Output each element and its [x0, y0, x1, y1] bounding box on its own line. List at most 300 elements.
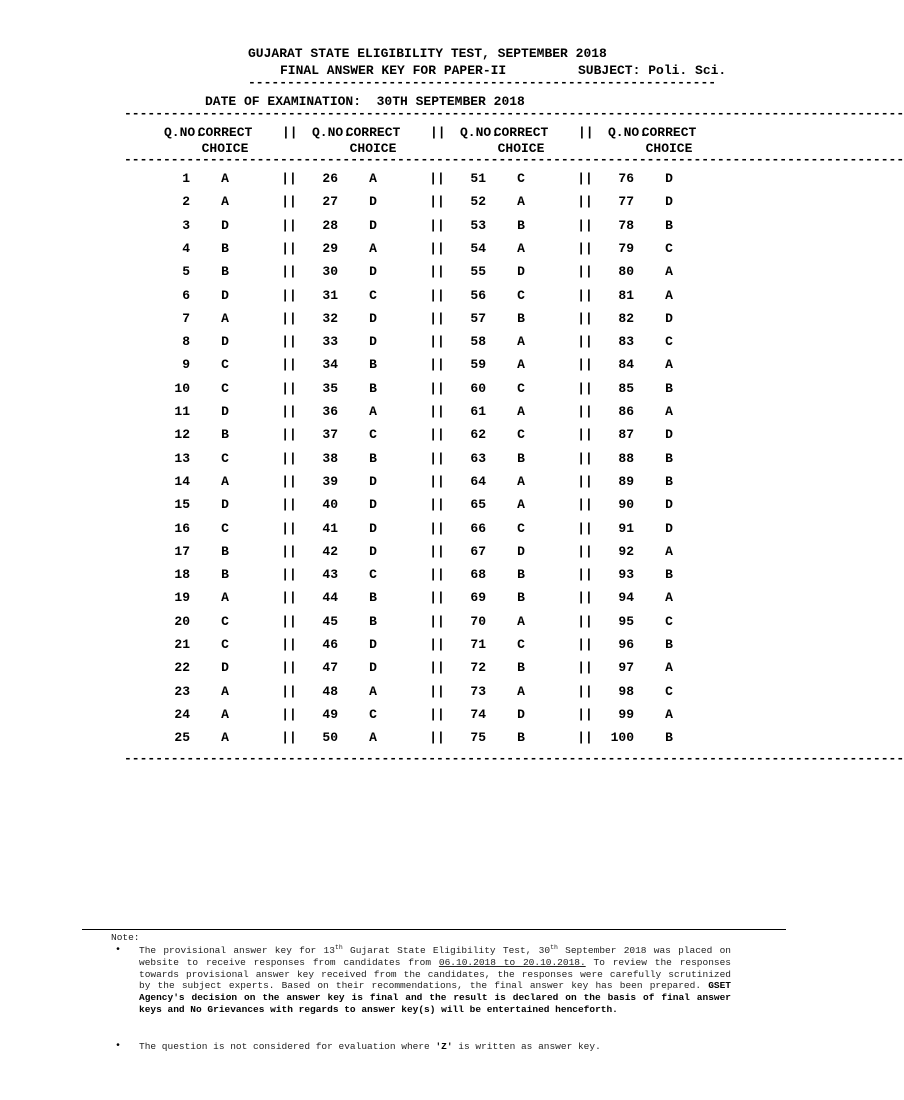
column-separator: ||: [429, 613, 445, 629]
question-number: 58: [470, 334, 486, 350]
question-number: 1: [182, 171, 190, 186]
correct-choice: B: [517, 660, 525, 676]
correct-choice: A: [221, 730, 229, 746]
correct-choice: D: [221, 217, 229, 233]
question-number: 18: [174, 567, 190, 583]
column-separator: ||: [577, 240, 593, 256]
column-separator: ||: [281, 171, 297, 186]
column-separator: ||: [577, 567, 593, 583]
question-number: 55: [470, 264, 486, 280]
correct-choice: A: [369, 730, 377, 746]
column-separator: ||: [281, 730, 297, 746]
question-number: 62: [470, 427, 486, 443]
table-row: [0, 497, 850, 520]
correct-choice: C: [369, 287, 377, 303]
correct-choice: C: [517, 171, 525, 186]
correct-choice: C: [517, 380, 525, 396]
correct-choice: D: [665, 427, 673, 443]
table-top-rule: ----------------------------------------------------------------------------------------------------: [124, 106, 904, 121]
question-number: 33: [322, 334, 338, 350]
correct-choice-column-header: CORRECT CHOICE: [493, 125, 549, 156]
correct-choice: A: [665, 357, 673, 373]
column-separator: ||: [281, 543, 297, 559]
question-number: 35: [322, 380, 338, 396]
column-separator: ||: [281, 706, 297, 722]
question-number: 47: [322, 660, 338, 676]
correct-choice: A: [665, 287, 673, 303]
question-number: 71: [470, 637, 486, 652]
column-separator: ||: [281, 404, 297, 419]
correct-choice: D: [369, 637, 377, 652]
correct-choice: A: [517, 194, 525, 210]
question-number: 8: [182, 334, 190, 350]
question-number: 74: [470, 706, 486, 722]
question-number: 42: [322, 543, 338, 559]
column-separator: ||: [282, 125, 298, 140]
column-separator: ||: [281, 473, 297, 489]
correct-choice: B: [369, 590, 377, 606]
document-title: GUJARAT STATE ELIGIBILITY TEST, SEPTEMBER 2018: [248, 46, 607, 61]
correct-choice: D: [665, 497, 673, 513]
correct-choice: D: [665, 520, 673, 536]
table-row: [0, 381, 850, 404]
question-number: 88: [618, 450, 634, 466]
column-separator: ||: [429, 334, 445, 350]
question-number: 73: [470, 683, 486, 699]
question-number: 16: [174, 520, 190, 536]
correct-choice: D: [369, 194, 377, 210]
qno-column-header: Q.NO.: [312, 125, 352, 140]
correct-choice: D: [369, 217, 377, 233]
column-separator: ||: [577, 380, 593, 396]
question-number: 13: [174, 450, 190, 466]
column-separator: ||: [577, 334, 593, 350]
qno-column-header: Q.NO.: [608, 125, 648, 140]
correct-choice: C: [517, 637, 525, 652]
table-row: [0, 660, 850, 683]
question-number: 49: [322, 706, 338, 722]
question-number: 65: [470, 497, 486, 513]
correct-choice: A: [517, 497, 525, 513]
correct-choice: C: [517, 427, 525, 443]
question-number: 60: [470, 380, 486, 396]
correct-choice: B: [665, 730, 673, 746]
correct-choice: B: [221, 567, 229, 583]
column-separator: ||: [429, 637, 445, 652]
bullet-icon: •: [115, 1041, 122, 1052]
column-separator: ||: [429, 264, 445, 280]
question-number: 86: [618, 404, 634, 419]
question-number: 17: [174, 543, 190, 559]
column-separator: ||: [429, 217, 445, 233]
table-row: [0, 288, 850, 311]
question-number: 39: [322, 473, 338, 489]
column-separator: ||: [429, 543, 445, 559]
question-number: 36: [322, 404, 338, 419]
column-separator: ||: [281, 240, 297, 256]
question-number: 19: [174, 590, 190, 606]
column-separator: ||: [577, 590, 593, 606]
question-number: 24: [174, 706, 190, 722]
question-number: 75: [470, 730, 486, 746]
column-separator: ||: [281, 194, 297, 210]
correct-choice: B: [221, 427, 229, 443]
question-number: 4: [182, 240, 190, 256]
question-number: 21: [174, 637, 190, 652]
column-separator: ||: [577, 171, 593, 186]
column-separator: ||: [429, 590, 445, 606]
column-separator: ||: [281, 450, 297, 466]
table-row: [0, 614, 850, 637]
correct-choice: B: [517, 310, 525, 326]
question-number: 3: [182, 217, 190, 233]
column-separator: ||: [577, 473, 593, 489]
column-separator: ||: [577, 217, 593, 233]
column-separator: ||: [281, 264, 297, 280]
correct-choice: A: [665, 543, 673, 559]
correct-choice: B: [665, 567, 673, 583]
correct-choice: D: [517, 264, 525, 280]
table-row: [0, 264, 850, 287]
correct-choice: C: [665, 240, 673, 256]
correct-choice: A: [369, 240, 377, 256]
column-separator: ||: [577, 520, 593, 536]
question-number: 89: [618, 473, 634, 489]
question-number: 98: [618, 683, 634, 699]
correct-choice: B: [369, 450, 377, 466]
correct-choice: C: [665, 683, 673, 699]
column-separator: ||: [429, 357, 445, 373]
question-number: 99: [618, 706, 634, 722]
column-separator: ||: [577, 450, 593, 466]
correct-choice: D: [369, 497, 377, 513]
column-separator: ||: [429, 473, 445, 489]
correct-choice: D: [517, 706, 525, 722]
note-label: Note:: [111, 932, 140, 943]
column-separator: ||: [577, 427, 593, 443]
column-separator: ||: [429, 310, 445, 326]
correct-choice: A: [221, 473, 229, 489]
question-number: 23: [174, 683, 190, 699]
question-number: 100: [610, 730, 634, 746]
question-number: 9: [182, 357, 190, 373]
column-separator: ||: [577, 706, 593, 722]
question-number: 81: [618, 287, 634, 303]
correct-choice: A: [221, 683, 229, 699]
correct-choice: B: [369, 357, 377, 373]
table-row: [0, 241, 850, 264]
question-number: 85: [618, 380, 634, 396]
question-number: 90: [618, 497, 634, 513]
question-number: 48: [322, 683, 338, 699]
qno-column-header: Q.NO.: [460, 125, 500, 140]
question-number: 32: [322, 310, 338, 326]
correct-choice: B: [665, 473, 673, 489]
column-separator: ||: [281, 334, 297, 350]
question-number: 76: [618, 171, 634, 186]
correct-choice: D: [369, 264, 377, 280]
correct-choice: C: [221, 380, 229, 396]
question-number: 5: [182, 264, 190, 280]
table-row: [0, 707, 850, 730]
question-number: 15: [174, 497, 190, 513]
column-separator: ||: [429, 380, 445, 396]
correct-choice: D: [665, 310, 673, 326]
correct-choice-column-header: CORRECT CHOICE: [197, 125, 253, 156]
correct-choice: B: [369, 380, 377, 396]
column-separator: ||: [577, 194, 593, 210]
question-number: 29: [322, 240, 338, 256]
column-separator: ||: [429, 497, 445, 513]
subject-label: SUBJECT: Poli. Sci.: [578, 63, 727, 78]
column-separator: ||: [429, 240, 445, 256]
column-separator: ||: [281, 637, 297, 652]
question-number: 66: [470, 520, 486, 536]
correct-choice: C: [221, 613, 229, 629]
correct-choice: B: [517, 730, 525, 746]
question-number: 46: [322, 637, 338, 652]
question-number: 78: [618, 217, 634, 233]
question-number: 2: [182, 194, 190, 210]
correct-choice: A: [665, 264, 673, 280]
correct-choice: A: [665, 404, 673, 419]
correct-choice: D: [369, 543, 377, 559]
correct-choice: C: [665, 613, 673, 629]
table-row: [0, 684, 850, 707]
correct-choice: D: [665, 171, 673, 186]
qno-column-header: Q.NO.: [164, 125, 204, 140]
column-separator: ||: [281, 380, 297, 396]
column-separator: ||: [281, 567, 297, 583]
column-separator: ||: [577, 404, 593, 419]
column-separator: ||: [577, 264, 593, 280]
column-separator: ||: [577, 683, 593, 699]
question-number: 63: [470, 450, 486, 466]
correct-choice: B: [665, 217, 673, 233]
question-number: 51: [470, 171, 486, 186]
question-number: 14: [174, 473, 190, 489]
correct-choice: C: [369, 427, 377, 443]
question-number: 92: [618, 543, 634, 559]
bullet-icon: •: [115, 945, 122, 956]
table-row: [0, 334, 850, 357]
correct-choice: C: [221, 450, 229, 466]
question-number: 43: [322, 567, 338, 583]
correct-choice: C: [221, 637, 229, 652]
note-divider: [82, 929, 786, 930]
table-row: [0, 311, 850, 334]
column-separator: ||: [429, 404, 445, 419]
question-number: 6: [182, 287, 190, 303]
question-number: 69: [470, 590, 486, 606]
question-number: 91: [618, 520, 634, 536]
question-number: 44: [322, 590, 338, 606]
column-separator: ||: [429, 427, 445, 443]
correct-choice: A: [221, 310, 229, 326]
correct-choice: D: [369, 334, 377, 350]
question-number: 50: [322, 730, 338, 746]
column-separator: ||: [577, 543, 593, 559]
correct-choice: D: [369, 310, 377, 326]
column-separator: ||: [429, 520, 445, 536]
note-paragraph-1: The provisional answer key for 13th Gujarat State Eligibility Test, 30th September 2018 was placed on website to receive responses from candidates from 06.10.2018 to 20.10.2018. To review the responses towards provisional answer key received from the candidates, the responses were carefully scrutinized by the subject experts. Based on their recommendations, the final answer key has been prepared. GSET Agency's decision on the answer key is final and the result is declared on the basis of final answer keys and No Grievances with regards to answer key(s) will be entertained henceforth.: [139, 943, 732, 1015]
correct-choice: A: [517, 357, 525, 373]
correct-choice: A: [517, 334, 525, 350]
question-number: 41: [322, 520, 338, 536]
column-separator: ||: [577, 613, 593, 629]
correct-choice: B: [665, 450, 673, 466]
question-number: 79: [618, 240, 634, 256]
question-number: 83: [618, 334, 634, 350]
question-number: 34: [322, 357, 338, 373]
correct-choice: A: [369, 683, 377, 699]
correct-choice: B: [369, 613, 377, 629]
correct-choice-column-header: CORRECT CHOICE: [641, 125, 697, 156]
column-separator: ||: [281, 497, 297, 513]
question-number: 22: [174, 660, 190, 676]
question-number: 26: [322, 171, 338, 186]
column-separator: ||: [429, 450, 445, 466]
correct-choice: C: [517, 520, 525, 536]
question-number: 96: [618, 637, 634, 652]
table-row: [0, 730, 850, 753]
question-number: 64: [470, 473, 486, 489]
correct-choice: B: [517, 590, 525, 606]
table-row: [0, 194, 850, 217]
correct-choice: B: [221, 264, 229, 280]
column-separator: ||: [578, 125, 594, 140]
question-number: 57: [470, 310, 486, 326]
table-row: [0, 521, 850, 544]
question-number: 97: [618, 660, 634, 676]
question-number: 94: [618, 590, 634, 606]
question-number: 67: [470, 543, 486, 559]
question-number: 93: [618, 567, 634, 583]
correct-choice: A: [221, 706, 229, 722]
correct-choice: B: [517, 567, 525, 583]
question-number: 54: [470, 240, 486, 256]
correct-choice: C: [221, 520, 229, 536]
table-row: [0, 357, 850, 380]
question-number: 52: [470, 194, 486, 210]
column-separator: ||: [577, 497, 593, 513]
column-separator: ||: [577, 660, 593, 676]
correct-choice: D: [369, 520, 377, 536]
correct-choice: D: [665, 194, 673, 210]
question-number: 68: [470, 567, 486, 583]
correct-choice: B: [517, 450, 525, 466]
question-number: 27: [322, 194, 338, 210]
correct-choice: D: [221, 334, 229, 350]
column-separator: ||: [281, 613, 297, 629]
question-number: 87: [618, 427, 634, 443]
column-separator: ||: [429, 683, 445, 699]
title-underline: ------------------------------------------------------------: [248, 75, 717, 90]
question-number: 72: [470, 660, 486, 676]
table-row: [0, 590, 850, 613]
correct-choice: D: [369, 660, 377, 676]
correct-choice: A: [221, 590, 229, 606]
question-number: 37: [322, 427, 338, 443]
column-separator: ||: [281, 520, 297, 536]
correct-choice: D: [517, 543, 525, 559]
correct-choice: A: [517, 473, 525, 489]
column-separator: ||: [281, 683, 297, 699]
question-number: 31: [322, 287, 338, 303]
question-number: 38: [322, 450, 338, 466]
column-separator: ||: [577, 310, 593, 326]
question-number: 45: [322, 613, 338, 629]
correct-choice: B: [665, 380, 673, 396]
column-separator: ||: [281, 660, 297, 676]
table-bottom-rule: ----------------------------------------------------------------------------------------------------: [124, 751, 904, 766]
question-number: 56: [470, 287, 486, 303]
table-row: [0, 171, 850, 194]
question-number: 30: [322, 264, 338, 280]
correct-choice: A: [221, 171, 229, 186]
question-number: 40: [322, 497, 338, 513]
question-number: 25: [174, 730, 190, 746]
column-separator: ||: [429, 706, 445, 722]
table-row: [0, 404, 850, 427]
correct-choice: C: [369, 706, 377, 722]
correct-choice: A: [517, 404, 525, 419]
correct-choice: A: [221, 194, 229, 210]
column-separator: ||: [577, 637, 593, 652]
table-row: [0, 427, 850, 450]
correct-choice: A: [517, 240, 525, 256]
question-number: 10: [174, 380, 190, 396]
correct-choice: A: [665, 660, 673, 676]
correct-choice: D: [221, 497, 229, 513]
correct-choice: B: [665, 637, 673, 652]
column-separator: ||: [577, 357, 593, 373]
question-number: 95: [618, 613, 634, 629]
table-row: [0, 474, 850, 497]
question-number: 80: [618, 264, 634, 280]
correct-choice: C: [369, 567, 377, 583]
column-separator: ||: [429, 660, 445, 676]
correct-choice: C: [517, 287, 525, 303]
question-number: 59: [470, 357, 486, 373]
question-number: 77: [618, 194, 634, 210]
correct-choice: D: [221, 660, 229, 676]
column-separator: ||: [429, 194, 445, 210]
column-separator: ||: [281, 427, 297, 443]
correct-choice: A: [665, 706, 673, 722]
column-separator: ||: [430, 125, 446, 140]
correct-choice: B: [221, 543, 229, 559]
column-separator: ||: [281, 287, 297, 303]
correct-choice: C: [665, 334, 673, 350]
table-header-rule: ----------------------------------------------------------------------------------------------------: [124, 152, 904, 167]
exam-date: DATE OF EXAMINATION: 30TH SEPTEMBER 2018: [205, 94, 525, 109]
question-number: 28: [322, 217, 338, 233]
column-separator: ||: [577, 287, 593, 303]
question-number: 84: [618, 357, 634, 373]
correct-choice-column-header: CORRECT CHOICE: [345, 125, 401, 156]
correct-choice: A: [369, 171, 377, 186]
question-number: 53: [470, 217, 486, 233]
column-separator: ||: [281, 357, 297, 373]
note-paragraph-2: The question is not considered for evaluation where 'Z' is written as answer key.: [139, 1041, 601, 1052]
correct-choice: D: [369, 473, 377, 489]
column-separator: ||: [281, 310, 297, 326]
table-row: [0, 451, 850, 474]
column-separator: ||: [429, 287, 445, 303]
column-separator: ||: [281, 590, 297, 606]
correct-choice: D: [221, 287, 229, 303]
